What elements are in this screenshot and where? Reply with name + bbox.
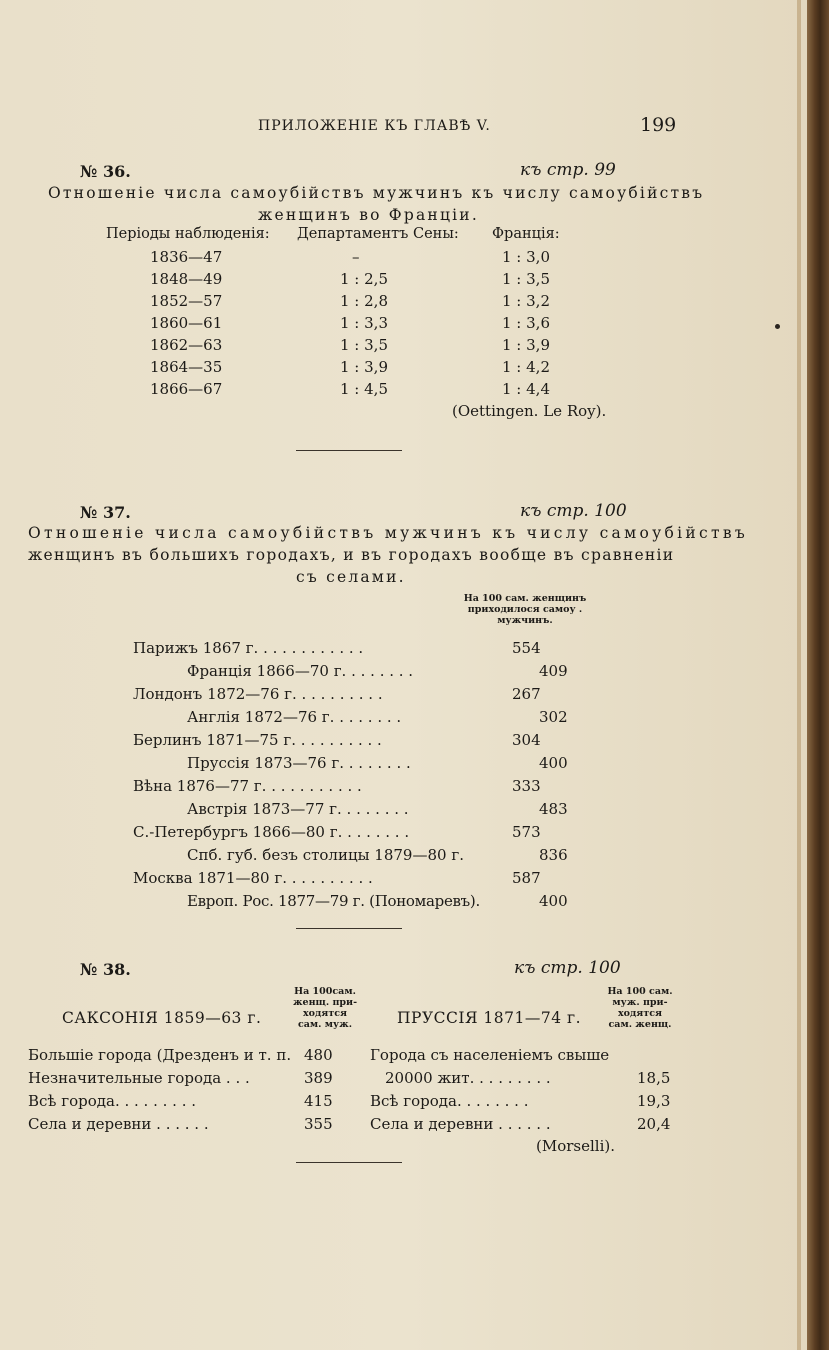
book-spine: [807, 0, 829, 1350]
table-37-value: 587: [512, 869, 541, 887]
saxony-row-label: Большіе города (Дрезденъ и т. п.: [28, 1046, 292, 1064]
table-36-seine: –: [352, 248, 360, 266]
section-36-number: № 36.: [80, 162, 131, 181]
table-37-value: 267: [512, 685, 541, 703]
prussia-row-label: 20000 жит. . . . . . . . .: [385, 1069, 551, 1087]
column-note-line: ходятся: [617, 1008, 663, 1019]
section-37-title-line-2: женщинъ въ большихъ городахъ, и въ городахъ вообще въ сравненіи: [28, 546, 675, 564]
prussia-row-value: 18,5: [637, 1069, 671, 1087]
table-36-france: 1 : 3,5: [502, 270, 550, 288]
table-37-label: Франція 1866—70 г. . . . . . . .: [187, 662, 414, 680]
section-divider: [296, 928, 402, 929]
table-36-seine: 1 : 2,5: [340, 270, 388, 288]
prussia-row-label: Села и деревни . . . . . .: [370, 1115, 551, 1133]
saxony-row-label: Незначительные города . . .: [28, 1069, 250, 1087]
prussia-row-value: 20,4: [637, 1115, 671, 1133]
saxony-title: САКСОНІЯ 1859—63 г.: [62, 1009, 262, 1027]
section-divider: [296, 1162, 402, 1163]
saxony-column-note: [283, 986, 367, 1030]
table-36-period: 1866—67: [150, 380, 223, 398]
column-note-line: сам. муж.: [297, 1019, 353, 1030]
table-36-period: 1864—35: [150, 358, 223, 376]
table-37-label: Москва 1871—80 г. . . . . . . . . .: [133, 869, 373, 887]
table-37-value: 573: [512, 823, 541, 841]
prussia-column-note: [598, 986, 682, 1030]
column-header-seine: Департаментъ Сены:: [297, 226, 459, 242]
saxony-row-label: Села и деревни . . . . . .: [28, 1115, 209, 1133]
saxony-row-label: Всѣ города. . . . . . . . .: [28, 1092, 196, 1110]
section-37-title-line-1: Отношеніе числа самоубійствъ мужчинъ къ числу самоубійствъ: [28, 524, 749, 542]
table-36-france: 1 : 4,4: [502, 380, 550, 398]
table-37-value: 483: [539, 800, 568, 818]
column-note-line: ходятся: [302, 1008, 348, 1019]
section-37-title-line-3: съ селами.: [296, 568, 406, 586]
saxony-row-value: 389: [304, 1069, 333, 1087]
table-36-seine: 1 : 4,5: [340, 380, 388, 398]
saxony-row-value: 355: [304, 1115, 333, 1133]
table-37-label: С.-Петербургъ 1866—80 г. . . . . . . .: [133, 823, 410, 841]
table-37-label: Берлинъ 1871—75 г. . . . . . . . . .: [133, 731, 382, 749]
table-36-period: 1862—63: [150, 336, 223, 354]
table-36-period: 1836—47: [150, 248, 223, 266]
column-note-line: мужчинъ.: [497, 615, 553, 626]
column-note-line: муж. при-: [612, 997, 668, 1008]
table-36-period: 1860—61: [150, 314, 223, 332]
prussia-row-label: Города съ населеніемъ свыше: [370, 1046, 610, 1064]
table-36-seine: 1 : 3,9: [340, 358, 388, 376]
table-37-label: Спб. губ. безъ столицы 1879—80 г.: [187, 846, 464, 864]
column-note-line: На 100 сам. женщинъ: [463, 593, 587, 604]
table-37-value: 333: [512, 777, 541, 795]
section-36-title-line-2: женщинъ во Франціи.: [258, 206, 479, 224]
column-header-periods: Періоды наблюденія:: [106, 226, 270, 242]
table-36-france: 1 : 3,9: [502, 336, 550, 354]
table-37-label: Пруссія 1873—76 г. . . . . . . .: [187, 754, 411, 772]
table-36-seine: 1 : 3,5: [340, 336, 388, 354]
section-36-source: (Oettingen. Le Roy).: [452, 402, 607, 420]
table-36-france: 1 : 3,0: [502, 248, 550, 266]
section-37-number: № 37.: [80, 503, 131, 522]
table-36-seine: 1 : 3,3: [340, 314, 388, 332]
table-37-label: Австрія 1873—77 г. . . . . . . .: [187, 800, 409, 818]
table-37-value: 409: [539, 662, 568, 680]
table-37-label: Европ. Рос. 1877—79 г. (Пономаревъ).: [187, 892, 480, 910]
table-37-value: 554: [512, 639, 541, 657]
table-37-value: 302: [539, 708, 568, 726]
table-37-value: 304: [512, 731, 541, 749]
section-36-title-line-1: Отношеніе числа самоубійствъ мужчинъ къ числу самоубійствъ: [48, 184, 705, 202]
column-note-line: приходилося самоу .: [467, 604, 583, 615]
table-37-label: Вѣна 1876—77 г. . . . . . . . . . .: [133, 777, 362, 795]
table-37-value: 400: [539, 754, 568, 772]
table-36-seine: 1 : 2,8: [340, 292, 388, 310]
table-36-period: 1848—49: [150, 270, 223, 288]
column-note-line: сам. женщ.: [608, 1019, 672, 1030]
table-36-period: 1852—57: [150, 292, 223, 310]
section-38-page-ref: къ стр. 100: [514, 958, 621, 978]
section-38-source: (Morselli).: [536, 1137, 615, 1155]
table-37-value: 836: [539, 846, 568, 864]
table-36-france: 1 : 3,2: [502, 292, 550, 310]
table-36-france: 1 : 3,6: [502, 314, 550, 332]
section-38-number: № 38.: [80, 960, 131, 979]
saxony-row-value: 415: [304, 1092, 333, 1110]
column-note-line: женщ. при-: [292, 997, 358, 1008]
section-37-page-ref: къ стр. 100: [520, 501, 627, 521]
table-37-label: Англія 1872—76 г. . . . . . . .: [187, 708, 402, 726]
page-number: 199: [640, 114, 677, 136]
ink-spot: [775, 324, 780, 329]
table-37-value: 400: [539, 892, 568, 910]
prussia-row-label: Всѣ города. . . . . . . .: [370, 1092, 529, 1110]
running-title: ПРИЛОЖЕНІЕ КЪ ГЛАВѢ V.: [258, 118, 491, 134]
section-37-column-note: [460, 593, 590, 626]
page-edge: [797, 0, 801, 1350]
table-37-label: Лондонъ 1872—76 г. . . . . . . . . .: [133, 685, 383, 703]
saxony-row-value: 480: [304, 1046, 333, 1064]
column-header-france: Франція:: [492, 226, 560, 242]
prussia-title: ПРУССІЯ 1871—74 г.: [397, 1009, 582, 1027]
prussia-row-value: 19,3: [637, 1092, 671, 1110]
table-36-france: 1 : 4,2: [502, 358, 550, 376]
section-36-page-ref: къ стр. 99: [520, 160, 616, 180]
column-note-line: На 100 сам.: [607, 986, 673, 997]
column-note-line: На 100сам.: [294, 986, 356, 997]
section-divider: [296, 450, 402, 451]
table-37-label: Парижъ 1867 г. . . . . . . . . . . .: [133, 639, 364, 657]
